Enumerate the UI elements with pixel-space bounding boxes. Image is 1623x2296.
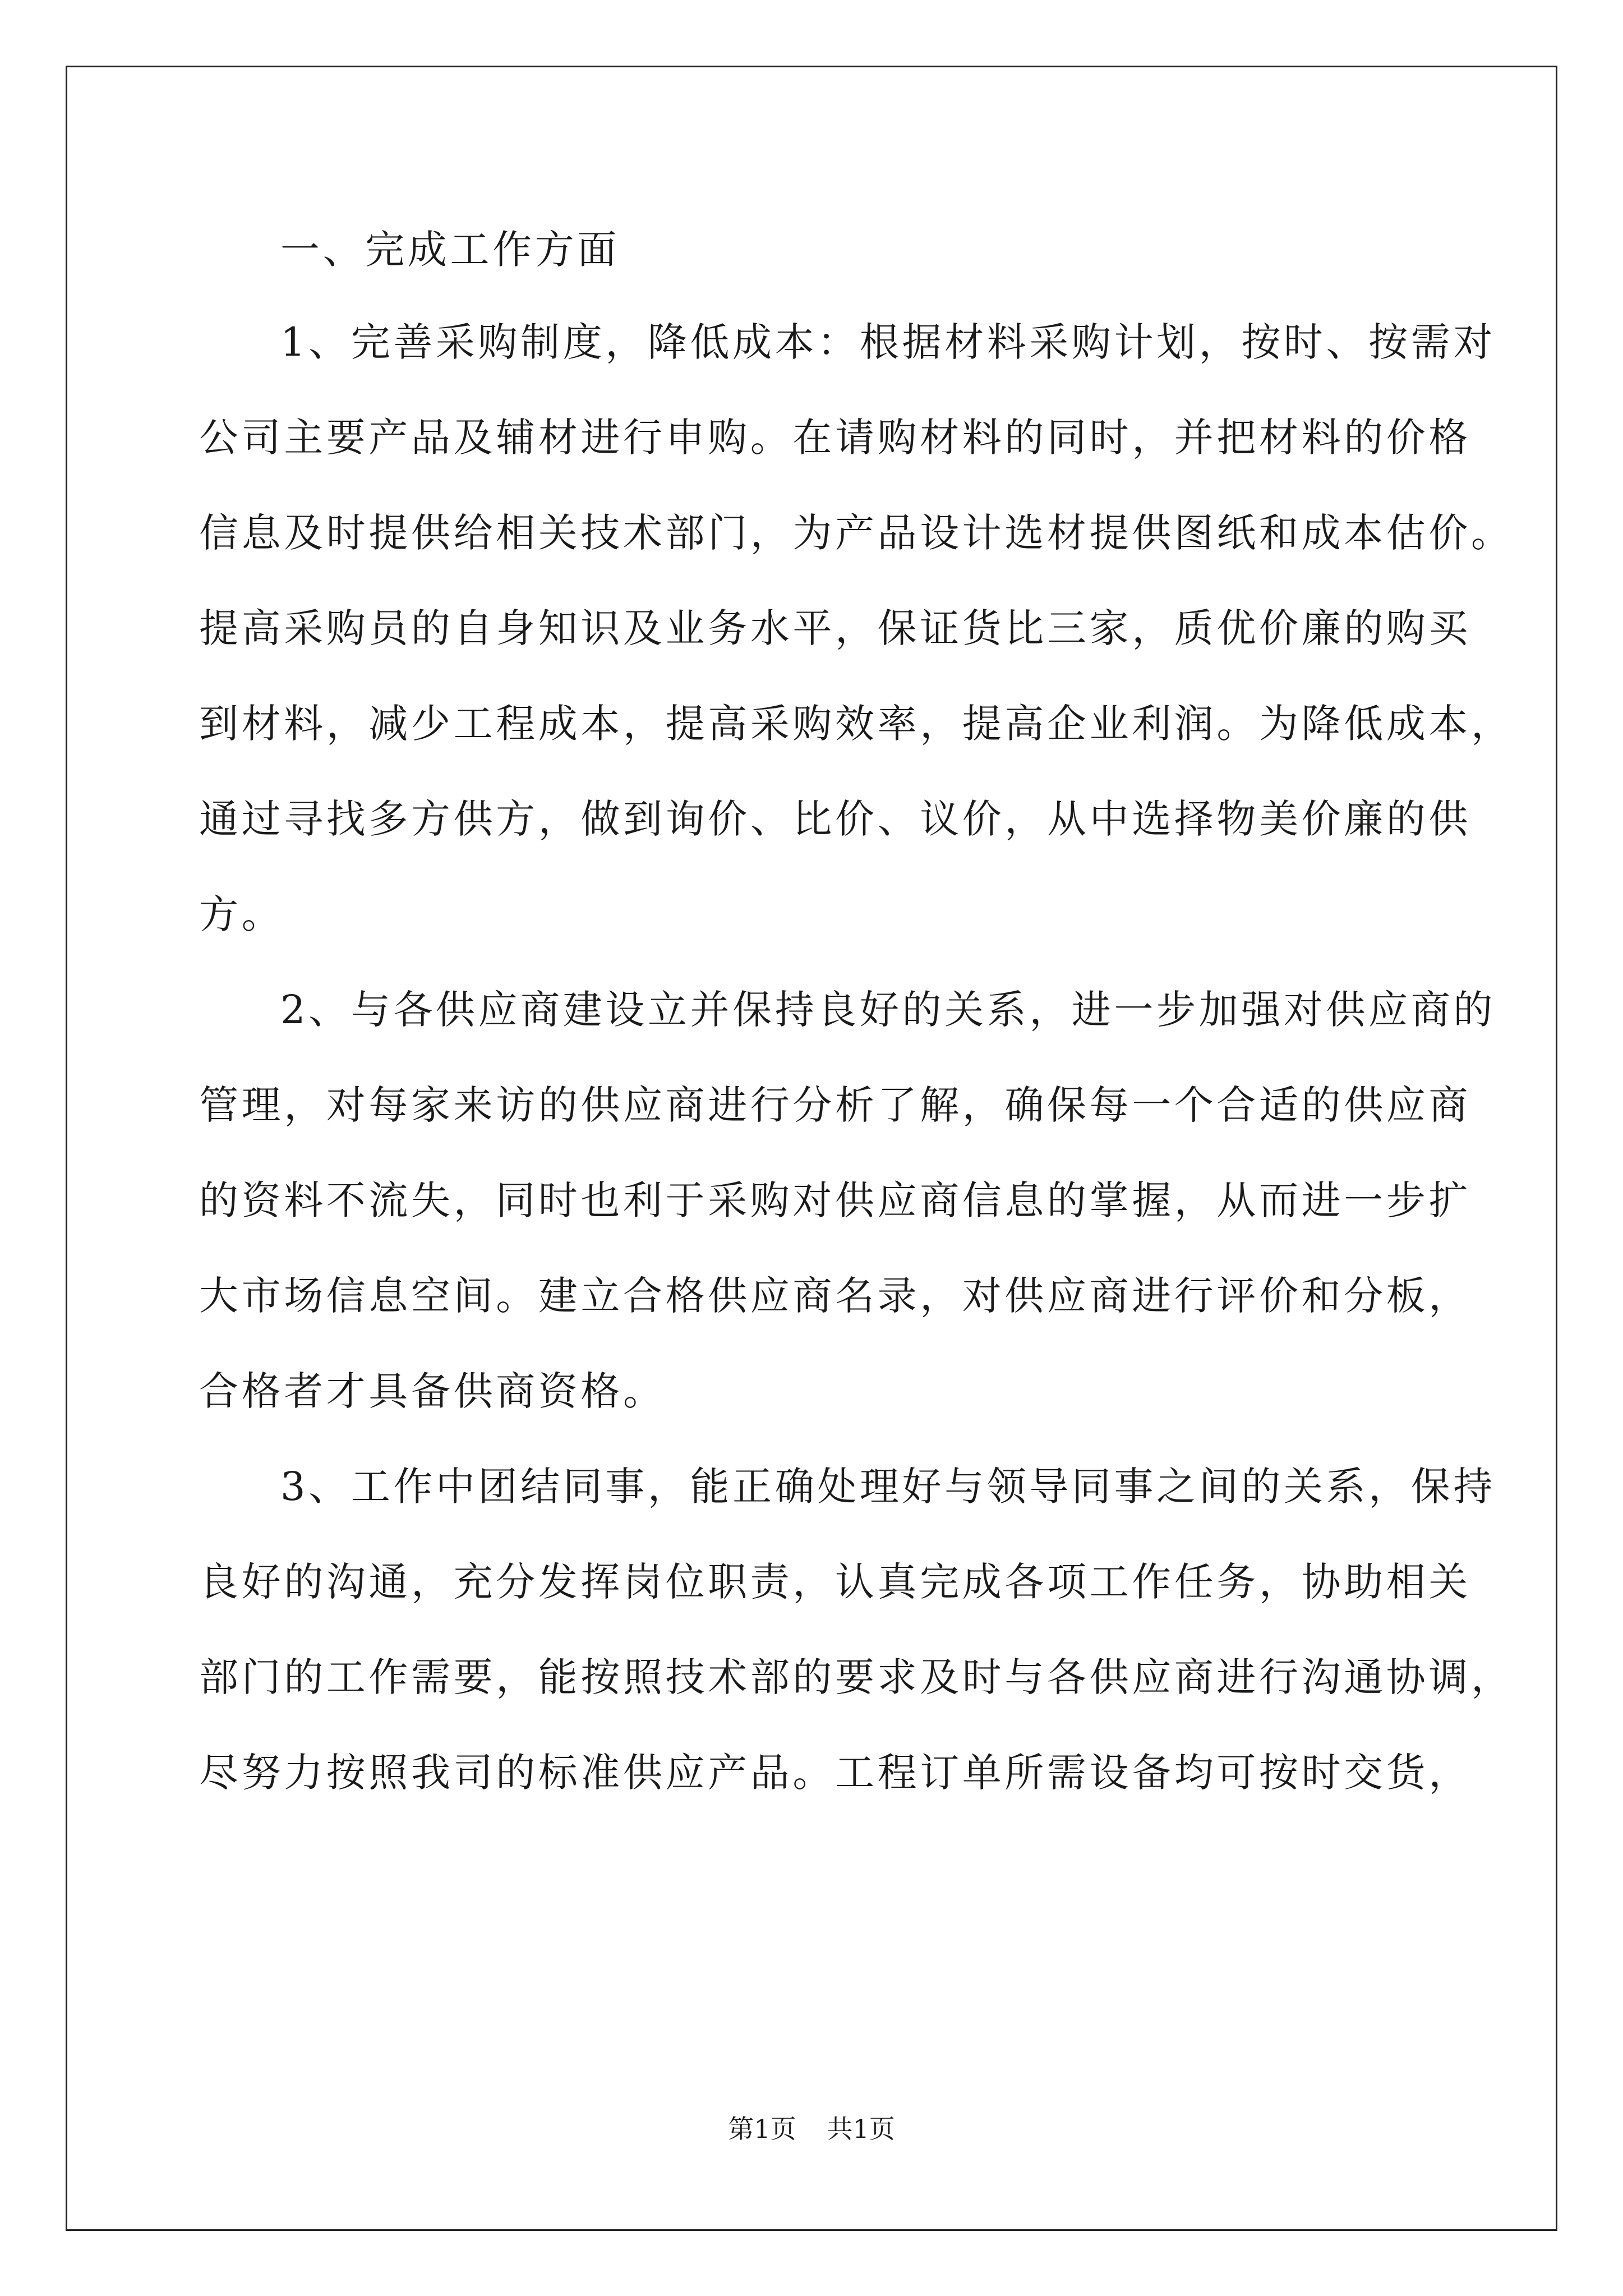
paragraph-line: 到材料，减少工程成本，提高采购效率，提高企业利润。为降低成本，	[199, 701, 1514, 747]
paragraph-line: 1、完善采购制度，降低成本：根据材料采购计划，按时、按需对	[280, 319, 1496, 365]
paragraph-line: 尽努力按照我司的标准供应产品。工程订单所需设备均可按时交货，	[199, 1750, 1471, 1796]
paragraph-line: 良好的沟通，充分发挥岗位职责，认真完成各项工作任务，协助相关	[199, 1559, 1471, 1605]
page-border	[66, 66, 1557, 2231]
paragraph-line: 合格者才具备供商资格。	[199, 1368, 666, 1414]
paragraph-line: 公司主要产品及辅材进行申购。在请购材料的同时，并把材料的价格	[199, 415, 1471, 461]
paragraph-line: 3、工作中团结同事，能正确处理好与领导同事之间的关系，保持	[280, 1464, 1496, 1510]
paragraph-line: 2、与各供应商建设立并保持良好的关系，进一步加强对供应商的	[280, 987, 1496, 1033]
page-number: 第1页	[728, 2114, 796, 2144]
paragraph-line: 管理，对每家来访的供应商进行分析了解，确保每一个合适的供应商	[199, 1082, 1471, 1128]
paragraph-line: 方。	[199, 891, 284, 937]
paragraph-line: 信息及时提供给相关技术部门，为产品设计选材提供图纸和成本估价。	[199, 510, 1514, 556]
paragraph-line: 的资料不流失，同时也利于采购对供应商信息的掌握，从而进一步扩	[199, 1177, 1471, 1223]
paragraph-line: 部门的工作需要，能按照技术部的要求及时与各供应商进行沟通协调，	[199, 1654, 1514, 1700]
section-heading: 一、完成工作方面	[280, 227, 620, 273]
page-total: 共1页	[827, 2114, 895, 2144]
page-footer	[0, 2112, 1623, 2146]
paragraph-line: 提高采购员的自身知识及业务水平，保证货比三家，质优价廉的购买	[199, 605, 1471, 651]
paragraph-line: 通过寻找多方供方，做到询价、比价、议价，从中选择物美价廉的供	[199, 796, 1471, 842]
paragraph-line: 大市场信息空间。建立合格供应商名录，对供应商进行评价和分板，	[199, 1273, 1471, 1319]
